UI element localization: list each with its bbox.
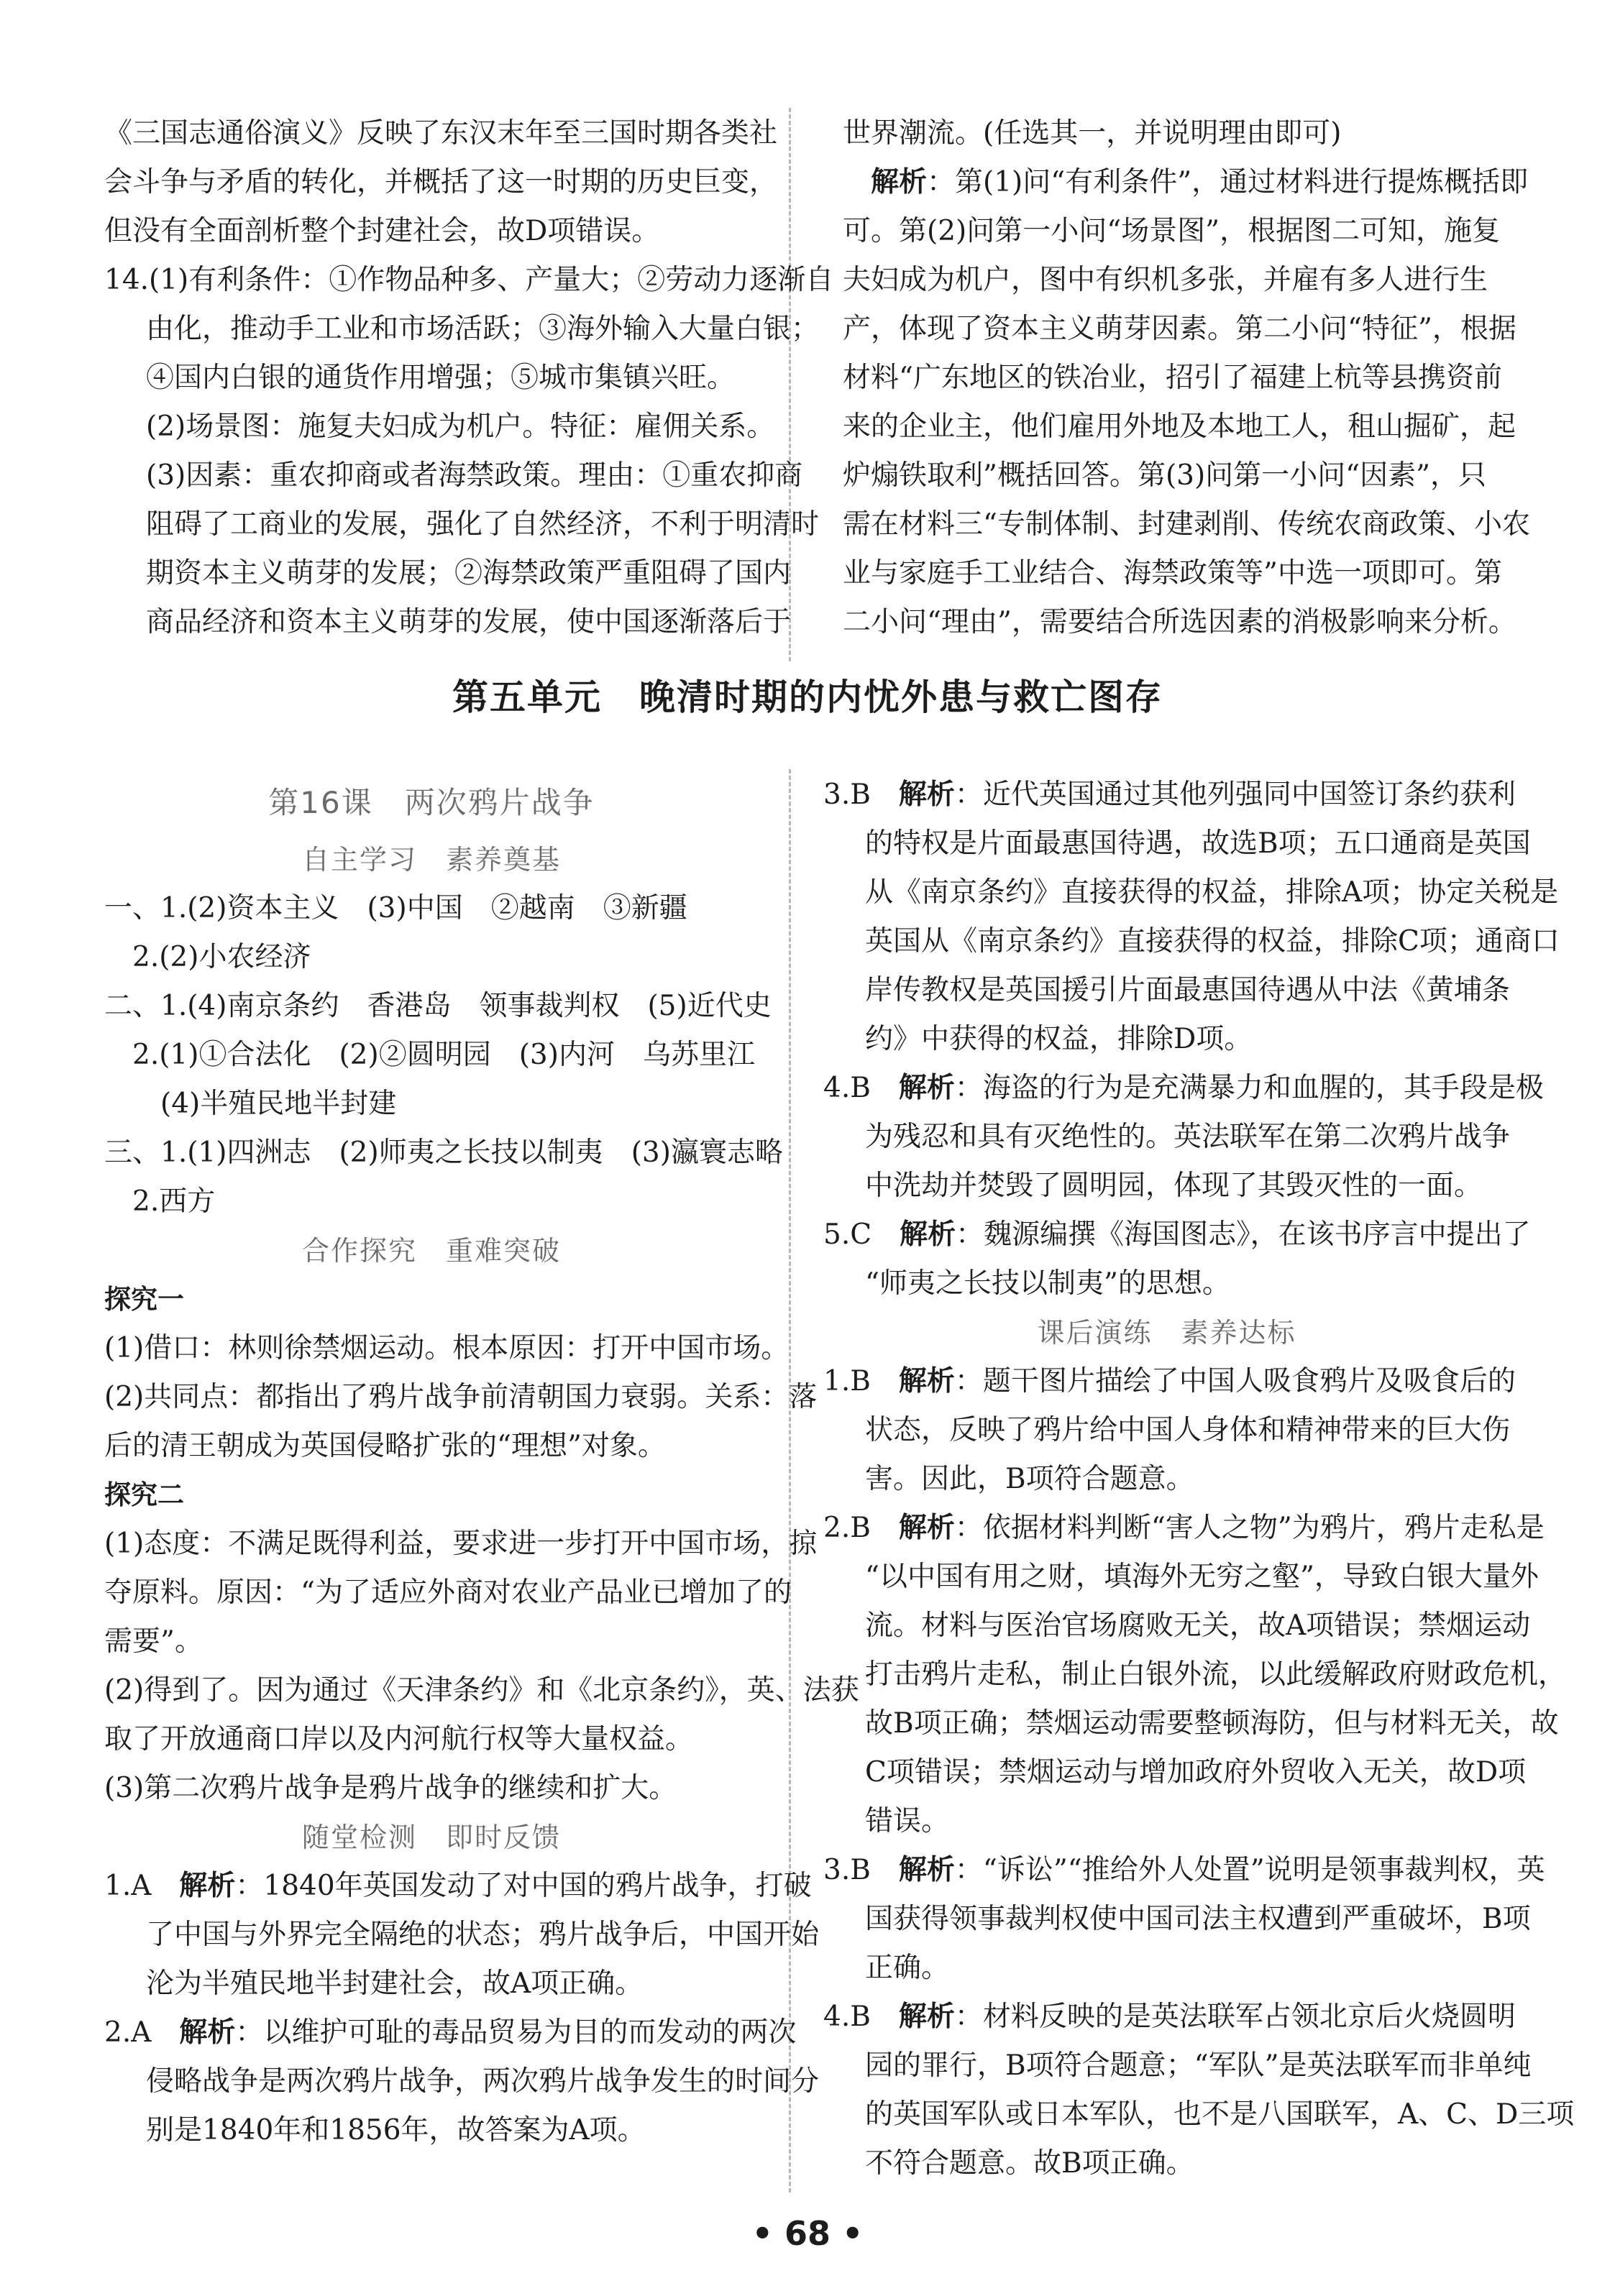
- answer-line: 2.(1)①合法化 (2)②圆明园 (3)内河 乌苏里江: [132, 1039, 755, 1071]
- answer-line: 2.(2)小农经济: [132, 941, 311, 973]
- explore-one-title: 探究一: [104, 1284, 184, 1315]
- question-14-line: 14.(1)有利条件：①作物品种多、产量大；②劳动力逐渐自: [104, 264, 834, 296]
- question-line: “以中国有用之财，填海外无穷之壑”，导致白银大量外: [865, 1561, 1539, 1593]
- analysis-label: 解析: [179, 2016, 236, 2049]
- text-line: 但没有全面剖析整个封建社会，故D项错误。: [104, 215, 660, 247]
- question-line: 流。材料与医治官场腐败无关，故A项错误；禁烟运动: [865, 1610, 1531, 1642]
- analysis-text: ：以维护可耻的毒品贸易为目的而发动的两次: [235, 2016, 797, 2049]
- question-line: 的特权是片面最惠国待遇，故选B项；五口通商是英国: [865, 827, 1531, 860]
- question-first-line: [823, 1211, 1531, 1259]
- answer-line: 夺原料。原因：“为了适应外商对农业产品业已增加了的: [104, 1576, 792, 1609]
- text-line: 世界潮流。(任选其一，并说明理由即可): [843, 117, 1342, 150]
- answer-line: 取了开放通商口岸以及内河航行权等大量权益。: [104, 1723, 694, 1755]
- question-line: 不符合题意。故B项正确。: [865, 2147, 1194, 2180]
- question-line: “师夷之长技以制夷”的思想。: [865, 1267, 1230, 1300]
- analysis-text: ：“诉讼”“推给外人处置”说明是领事裁判权，英: [954, 1854, 1545, 1886]
- analysis-label: 解析: [898, 1854, 955, 1886]
- answer-line: (1)借口：林则徐禁烟运动。根本原因：打开中国市场。: [104, 1332, 790, 1364]
- analysis-line: 材料“广东地区的铁冶业，招引了福建上杭等县携资前: [843, 362, 1502, 394]
- analysis-line: 二小问“理由”，需要结合所选因素的消极影响来分析。: [843, 606, 1516, 638]
- question-line: 中洗劫并焚毁了圆明园，体现了其毁灭性的一面。: [865, 1170, 1483, 1202]
- question-first-line: [104, 2008, 797, 2057]
- analysis-text: ：依据材料判断“害人之物”为鸦片，鸦片走私是: [954, 1512, 1545, 1544]
- answer-line: 2.西方: [132, 1185, 216, 1218]
- unit-title: 第五单元 晚清时期的内忧外患与救亡图存: [452, 676, 1163, 718]
- page-number: • 68 •: [751, 2214, 864, 2253]
- question-line: 了中国与外界完全隔绝的状态；鸦片战争后，中国开始: [146, 1919, 820, 1951]
- question-line: 状态，反映了鸦片给中国人身体和精神带来的巨大伤: [865, 1414, 1511, 1446]
- analysis-label: 解析: [898, 1072, 955, 1104]
- question-number: 5.C: [823, 1218, 872, 1251]
- analysis-line: 炉煽铁取利”概括回答。第(3)问第一小问“因素”，只: [843, 459, 1487, 492]
- analysis-label: 解析: [179, 1870, 236, 1902]
- question-line: 打击鸦片走私，制止白银外流，以此缓解政府财政危机，: [865, 1658, 1567, 1691]
- answer-line: 后的清王朝成为英国侵略扩张的“理想”对象。: [104, 1430, 666, 1462]
- question-first-line: [823, 1846, 1545, 1895]
- answer-line: (2)共同点：都指出了鸦片战争前清朝国力衰弱。关系：落: [104, 1381, 818, 1413]
- section-heading-self-study: 自主学习 素养奠基: [301, 844, 561, 876]
- analysis-label: 解析: [900, 1218, 956, 1251]
- text-line: 会斗争与矛盾的转化，并概括了这一时期的历史巨变，: [104, 166, 778, 198]
- column-divider-bottom: [789, 769, 791, 2192]
- analysis-text: ：海盗的行为是充满暴力和血腥的，其手段是极: [954, 1072, 1544, 1104]
- text-line: 《三国志通俗演义》反映了东汉末年至三国时期各类社: [104, 117, 778, 150]
- question-number: 4.B: [823, 1072, 871, 1104]
- question-14-line: (2)场景图：施复夫妇成为机户。特征：雇佣关系。: [146, 410, 775, 443]
- analysis-label: 解析: [898, 779, 955, 811]
- question-14-line: (3)因素：重农抑商或者海禁政策。理由：①重农抑商: [146, 459, 803, 492]
- question-14-line: 阻碍了工商业的发展，强化了自然经济，不利于明清时: [146, 508, 820, 541]
- question-number: 1.A: [104, 1870, 152, 1902]
- question-line: 国获得领事裁判权使中国司法主权遭到严重破坏，B项: [865, 1903, 1531, 1935]
- analysis-label: 解析: [898, 1365, 955, 1397]
- question-number: 1.B: [823, 1365, 871, 1397]
- question-number: 3.B: [823, 1854, 871, 1886]
- question-first-line: [104, 1862, 812, 1911]
- question-first-line: [823, 1357, 1516, 1406]
- question-first-line: [823, 1504, 1545, 1553]
- analysis-text: ：题干图片描绘了中国人吸食鸦片及吸食后的: [954, 1365, 1516, 1397]
- section-heading-in-class-check: 随堂检测 即时反馈: [301, 1822, 561, 1853]
- analysis-line: 来的企业主，他们雇用外地及本地工人，租山掘矿，起: [843, 410, 1516, 443]
- question-first-line: [823, 1064, 1544, 1113]
- question-line: 园的罪行，B项符合题意；“军队”是英法联军而非单纯: [865, 2049, 1532, 2082]
- top-right-column: [843, 109, 1530, 647]
- question-line: 的英国军队或日本军队，也不是八国联军，A、C、D三项: [865, 2098, 1575, 2131]
- question-line: 为残忍和具有灭绝性的。英法联军在第二次鸦片战争: [865, 1121, 1511, 1153]
- question-number: 2.B: [823, 1512, 871, 1544]
- analysis-line: 业与家庭手工业结合、海禁政策等”中选一项即可。第: [843, 557, 1502, 589]
- question-number: 4.B: [823, 2001, 871, 2033]
- question-14-line: 由化，推动手工业和市场活跃；③海外输入大量白银；: [146, 313, 820, 345]
- top-left-column: [104, 109, 834, 647]
- question-first-line: [823, 771, 1516, 819]
- question-line: 别是1840年和1856年，故答案为A项。: [146, 2114, 646, 2146]
- answer-line: 二、1.(4)南京条约 香港岛 领事裁判权 (5)近代史: [104, 990, 772, 1022]
- analysis-label: 解析: [871, 166, 928, 198]
- question-14-line: 商品经济和资本主义萌芽的发展，使中国逐渐落后于: [146, 606, 792, 638]
- analysis-line: 产，体现了资本主义萌芽因素。第二小问“特征”，根据: [843, 313, 1516, 345]
- answer-line: 需要”。: [104, 1625, 203, 1658]
- analysis-line: 夫妇成为机户，图中有织机多张，并雇有多人进行生: [843, 264, 1488, 296]
- question-line: 错误。: [865, 1805, 950, 1837]
- analysis-text: ：1840年英国发动了对中国的鸦片战争，打破: [235, 1870, 812, 1902]
- analysis-line: 需在材料三“专制体制、封建剥削、传统农商政策、小农: [843, 508, 1530, 541]
- answer-line: (4)半殖民地半封建: [160, 1088, 397, 1120]
- analysis-text: ：魏源编撰《海国图志》，在该书序言中提出了: [956, 1218, 1531, 1251]
- analysis-text: ：第(1)问“有利条件”，通过材料进行提炼概括即: [927, 166, 1529, 198]
- question-line: 侵略战争是两次鸦片战争，两次鸦片战争发生的时间分: [146, 2065, 820, 2098]
- question-line: 沦为半殖民地半封建社会，故A项正确。: [146, 1967, 644, 2000]
- question-number: 3.B: [823, 779, 871, 811]
- analysis-label: 解析: [898, 1512, 955, 1544]
- question-line: 英国从《南京条约》直接获得的权益，排除C项；通商口: [865, 925, 1560, 958]
- section-heading-after-class: 课后演练 素养达标: [1037, 1317, 1296, 1349]
- question-line: 约》中获得的权益，排除D项。: [865, 1023, 1253, 1055]
- question-number: 2.A: [104, 2016, 152, 2049]
- explore-two-title: 探究二: [104, 1479, 184, 1510]
- question-line: 故B项正确；禁烟运动需要整顿海防，但与材料无关，故: [865, 1707, 1559, 1740]
- section-heading-cooperation: 合作探究 重难突破: [301, 1235, 561, 1267]
- question-first-line: [823, 1993, 1516, 2042]
- bottom-right-column: [823, 771, 1575, 2188]
- analysis-line: 可。第(2)问第一小问“场景图”，根据图二可知，施复: [843, 215, 1501, 247]
- answer-line: (1)态度：不满足既得利益，要求进一步打开中国市场，掠: [104, 1528, 818, 1560]
- analysis-label: 解析: [898, 2001, 955, 2033]
- answer-line: 三、1.(1)四洲志 (2)师夷之长技以制夷 (3)瀛寰志略: [104, 1136, 783, 1169]
- answer-line: (2)得到了。因为通过《天津条约》和《北京条约》，英、法获: [104, 1674, 859, 1707]
- analysis-text: ：材料反映的是英法联军占领北京后火烧圆明: [954, 2001, 1516, 2033]
- question-14-line: 期资本主义萌芽的发展；②海禁政策严重阻碍了国内: [146, 557, 792, 589]
- question-line: 害。因此，B项符合题意。: [865, 1463, 1194, 1495]
- question-line: 从《南京条约》直接获得的权益，排除A项；协定关税是: [865, 876, 1559, 909]
- question-14-line: ④国内白银的通货作用增强；⑤城市集镇兴旺。: [146, 362, 736, 394]
- lesson-title: 第16课 两次鸦片战争: [268, 785, 595, 820]
- answer-line: (3)第二次鸦片战争是鸦片战争的继续和扩大。: [104, 1772, 677, 1804]
- analysis-text: ：近代英国通过其他列强同中国签订条约获利: [954, 779, 1516, 811]
- answer-line: 一、1.(2)资本主义 (3)中国 ②越南 ③新疆: [104, 892, 687, 924]
- question-line: C项错误；禁烟运动与增加政府外贸收入无关，故D项: [865, 1756, 1527, 1788]
- analysis-first-line: [843, 158, 1529, 207]
- question-line: 正确。: [865, 1952, 950, 1984]
- question-line: 岸传教权是英国援引片面最惠国待遇从中法《黄埔条: [865, 974, 1511, 1006]
